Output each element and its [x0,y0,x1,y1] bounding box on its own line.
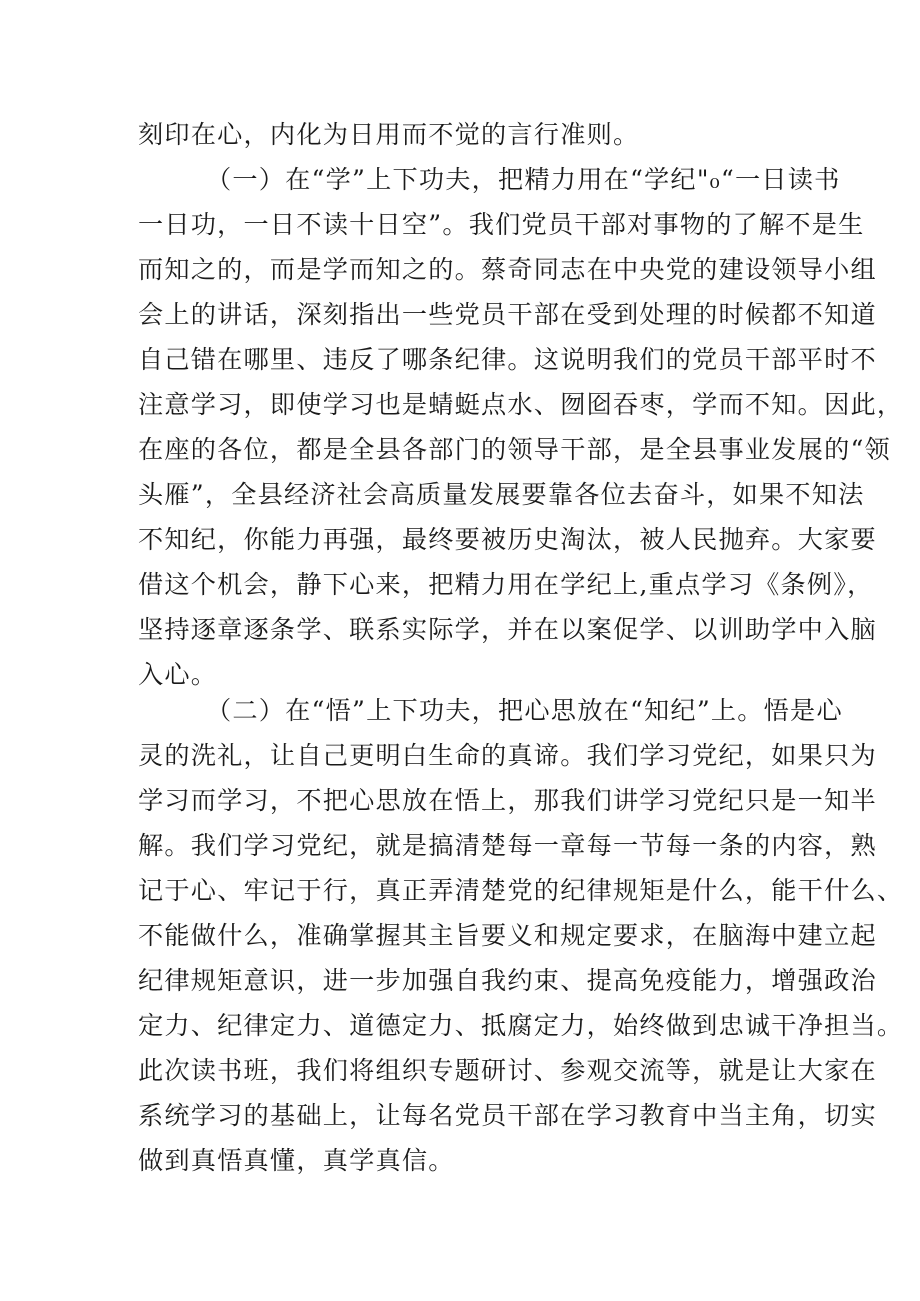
text-line: 入心。 [138,660,218,689]
text-line: 不知纪，你能力再强，最终要被历史淘汰，被人民抛弃。大家要 [138,525,877,554]
text-line: 纪律规矩意识，进一步加强自我约束、提高免疫能力，增强政治 [138,966,877,995]
text-line: 自己错在哪里、违反了哪条纪律。这说明我们的党员干部平时不 [138,345,877,374]
text-line: 注意学习，即使学习也是蜻蜓点水、囫囵吞枣，学而不知。因此， [138,390,904,419]
text-line: 而知之的，而是学而知之的。蔡奇同志在中央党的建设领导小组 [138,255,877,284]
text-line: 灵的洗礼，让自己更明白生命的真谛。我们学习党纪，如果只为 [138,741,877,770]
text-line: 不能做什么，准确掌握其主旨要义和规定要求，在脑海中建立起 [138,921,877,950]
text-line: 在座的各位，都是全县各部门的领导干部，是全县事业发展的“领 [138,435,891,464]
text-line: 学习而学习，不把心思放在悟上，那我们讲学习党纪只是一知半 [138,786,877,815]
paragraph-continuation [138,112,790,157]
text-line: 坚持逐章逐条学、联系实际学，并在以案促学、以训助学中入脑 [138,615,877,644]
text-line: 定力、纪律定力、道德定力、抵腐定力，始终做到忠诚干净担当。 [138,1011,904,1040]
text-line: 系统学习的基础上，让每名党员干部在学习教育中当主角，切实 [138,1101,877,1130]
text-line: 记于心、牢记于行，真正弄清楚党的纪律规矩是什么，能干什么、 [138,876,904,905]
text-line: 此次读书班，我们将组织专题研讨、参观交流等，就是让大家在 [138,1056,877,1085]
text-line: 做到真悟真懂，真学真信。 [138,1146,455,1175]
text-line: （二）在“悟”上下功夫，把心思放在“知纪”上。悟是心 [206,696,843,725]
text-line: 借这个机会，静下心来，把精力用在学纪上,重点学习《条例》， [138,570,874,599]
text-line: 刻印在心，内化为日用而不觉的言行准则。 [138,120,640,149]
paragraph-understand-discipline [138,688,904,1183]
text-line: 头雁”，全县经济社会高质量发展要靠各位去奋斗，如果不知法 [138,480,865,509]
text-line: （一）在“学”上下功夫，把精力用在“学纪"₀“一日读书 [206,165,841,194]
text-line: 解。我们学习党纪，就是搞清楚每一章每一节每一条的内容，熟 [138,831,877,860]
text-line: 一日功，一日不读十日空”。我们党员干部对事物的了解不是生 [138,210,865,239]
text-line: 会上的讲话，深刻指出一些党员干部在受到处理的时候都不知道 [138,300,877,329]
paragraph-study-discipline [138,157,904,697]
